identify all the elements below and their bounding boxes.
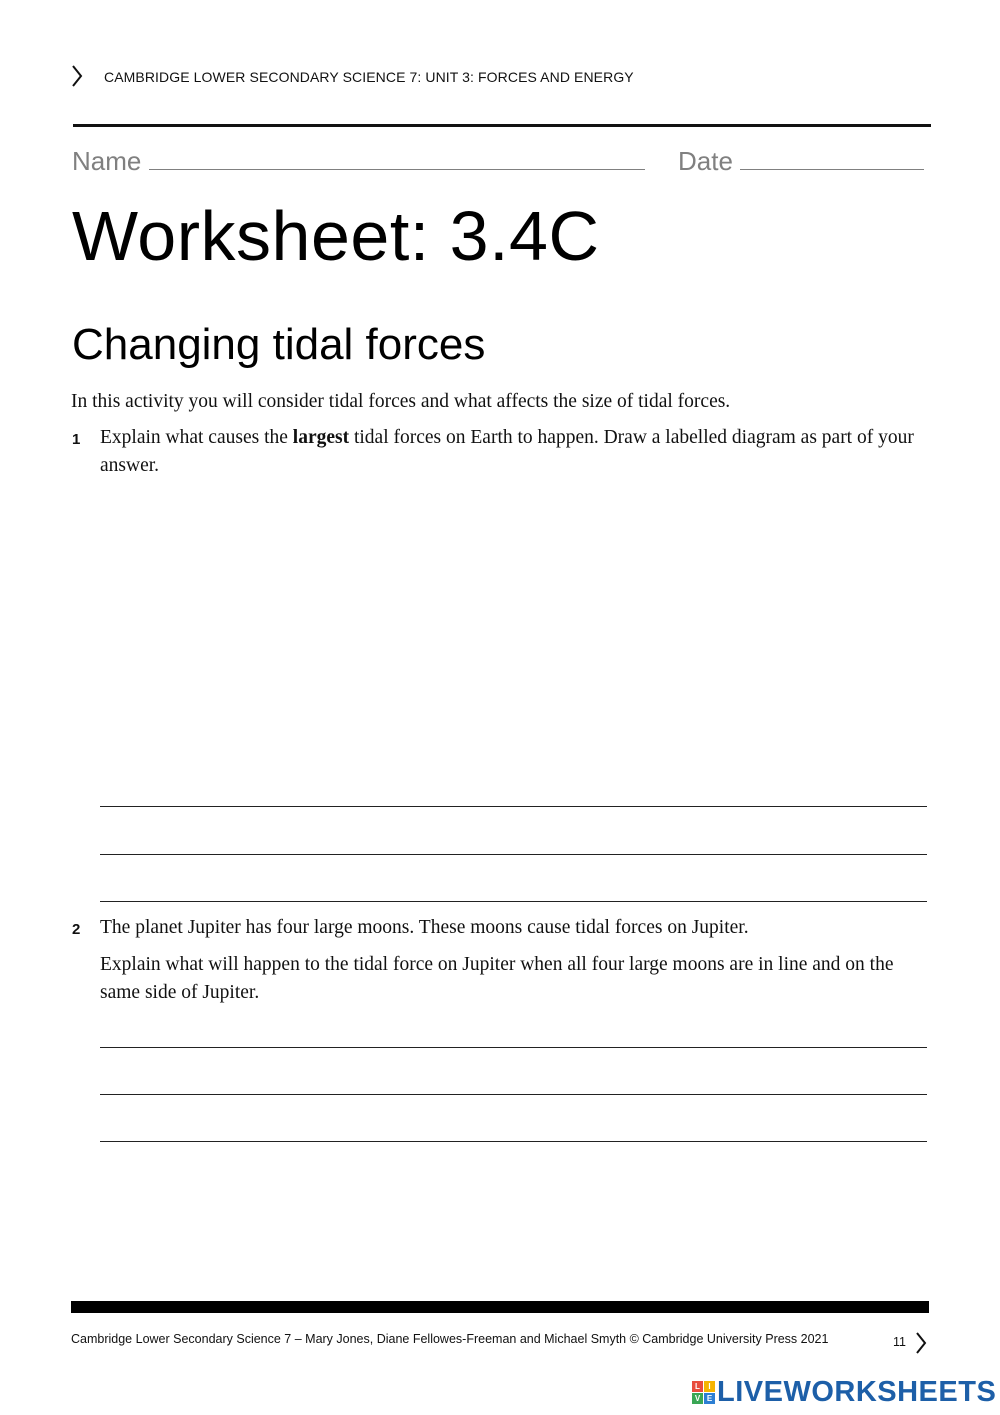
footer-credit: Cambridge Lower Secondary Science 7 – Mary Jones, Diane Fellowes-Freeman and Michael Smyth © Cambridge University Press 2021 <box>71 1332 829 1346</box>
header-rule <box>73 124 931 127</box>
grid-cell: I <box>704 1381 715 1392</box>
chevron-right-icon <box>70 64 84 88</box>
answer-line-q2-3[interactable] <box>100 1141 927 1142</box>
answer-line-q1-2[interactable] <box>100 854 927 855</box>
question-1-number: 1 <box>72 431 81 448</box>
liveworksheets-logo <box>692 1375 996 1409</box>
intro-text: In this activity you will consider tidal forces and what affects the size of tidal forces. <box>71 391 731 412</box>
worksheet-subtitle: Changing tidal forces <box>72 320 486 369</box>
liveworksheets-grid-icon <box>692 1381 715 1404</box>
emphasis-largest: largest <box>292 427 350 448</box>
grid-cell: V <box>692 1393 703 1404</box>
liveworksheets-wordmark: LIVEWORKSHEETS <box>717 1375 997 1408</box>
page-number: 11 <box>893 1335 906 1349</box>
date-label: Date <box>678 146 733 176</box>
running-head: CAMBRIDGE LOWER SECONDARY SCIENCE 7: UNIT 3: FORCES AND ENERGY <box>104 69 634 85</box>
date-field[interactable] <box>678 146 924 177</box>
date-blank[interactable] <box>740 147 924 170</box>
name-blank[interactable] <box>149 147 645 170</box>
grid-cell: L <box>692 1381 703 1392</box>
question-1-text: Explain what causes the largest tidal forces on Earth to happen. Draw a labelled diagram as part of your answer. <box>100 427 914 476</box>
footer-bar <box>71 1301 929 1313</box>
grid-cell: E <box>704 1393 715 1404</box>
name-field[interactable] <box>72 146 645 177</box>
worksheet-title: Worksheet: 3.4C <box>72 197 600 275</box>
name-label: Name <box>72 146 142 176</box>
chevron-right-icon <box>915 1331 927 1355</box>
question-2-text: The planet Jupiter has four large moons. These moons cause tidal forces on Jupiter. <box>100 917 749 938</box>
question-2-number: 2 <box>72 921 81 938</box>
answer-line-q2-2[interactable] <box>100 1094 927 1095</box>
answer-line-q2-1[interactable] <box>100 1047 927 1048</box>
answer-line-q1-1[interactable] <box>100 806 927 807</box>
answer-line-q1-3[interactable] <box>100 901 927 902</box>
question-2-text-2: Explain what will happen to the tidal force on Jupiter when all four large moons are in line and on the same side of Jupiter. <box>100 954 894 1003</box>
